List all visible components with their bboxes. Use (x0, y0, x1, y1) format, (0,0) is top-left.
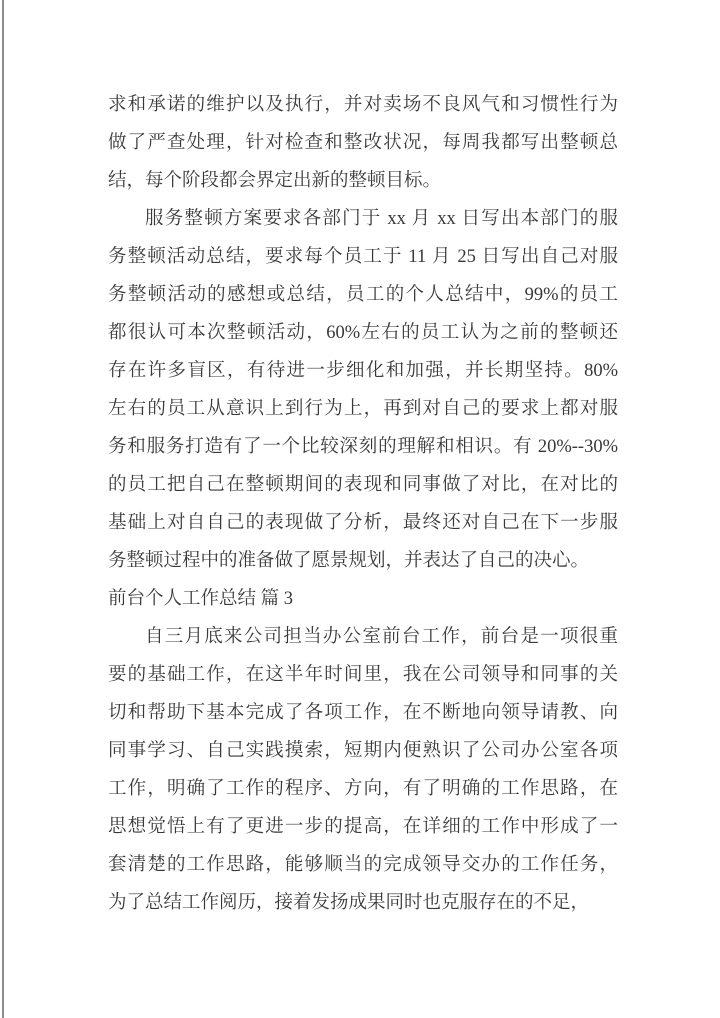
text-line: 同事学习、自己实践摸索，短期内便熟识了公司办公室各项 (108, 741, 618, 761)
text-line: 工作，明确了工作的程序、方向，有了明确的工作思路，在 (108, 779, 618, 799)
text-line: 套清楚的工作思路，能够顺当的完成领导交办的工作任务， (108, 855, 618, 875)
text-line: 都很认可本次整顿活动，60%左右的员工认为之前的整顿还 (108, 323, 618, 343)
text-line: 求和承诺的维护以及执行，并对卖场不良风气和习惯性行为 (108, 95, 618, 115)
section-heading: 前台个人工作总结 篇 3 (108, 589, 294, 609)
text-line: 存在许多盲区，有待进一步细化和加强，并长期坚持。80% (108, 361, 618, 381)
document-text-block (108, 86, 618, 922)
text-line: 的员工把自己在整顿期间的表现和同事做了对比，在对比的 (108, 475, 618, 495)
text-line: 为了总结工作阅历，接着发扬成果同时也克服存在的不足， (108, 893, 590, 913)
text-line: 务和服务打造有了一个比较深刻的理解和相识。有 20%--30% (108, 437, 618, 457)
text-line: 思想觉悟上有了更进一步的提高，在详细的工作中形成了一 (108, 817, 618, 837)
left-border-rule (2, 0, 4, 1018)
text-line: 要的基础工作，在这半年时间里，我在公司领导和同事的关 (108, 665, 618, 685)
text-line: 务整顿活动的感想或总结，员工的个人总结中，99%的员工 (108, 285, 618, 305)
text-line: 切和帮助下基本完成了各项工作，在不断地向领导请教、向 (108, 703, 618, 723)
text-line: 服务整顿方案要求各部门于 xx 月 xx 日写出本部门的服 (145, 209, 618, 229)
text-line: 结，每个阶段都会界定出新的整顿目标。 (108, 171, 442, 191)
text-line: 务整顿过程中的准备做了愿景规划，并表达了自己的决心。 (108, 551, 590, 571)
text-line: 基础上对自自己的表现做了分析，最终还对自己在下一步服 (108, 513, 618, 533)
text-line: 左右的员工从意识上到行为上，再到对自己的要求上都对服 (108, 399, 618, 419)
text-line: 务整顿活动总结，要求每个员工于 11 月 25 日写出自己对服 (108, 247, 618, 267)
text-line: 做了严查处理，针对检查和整改状况，每周我都写出整顿总 (108, 133, 618, 153)
text-line: 自三月底来公司担当办公室前台工作，前台是一项很重 (145, 627, 618, 647)
